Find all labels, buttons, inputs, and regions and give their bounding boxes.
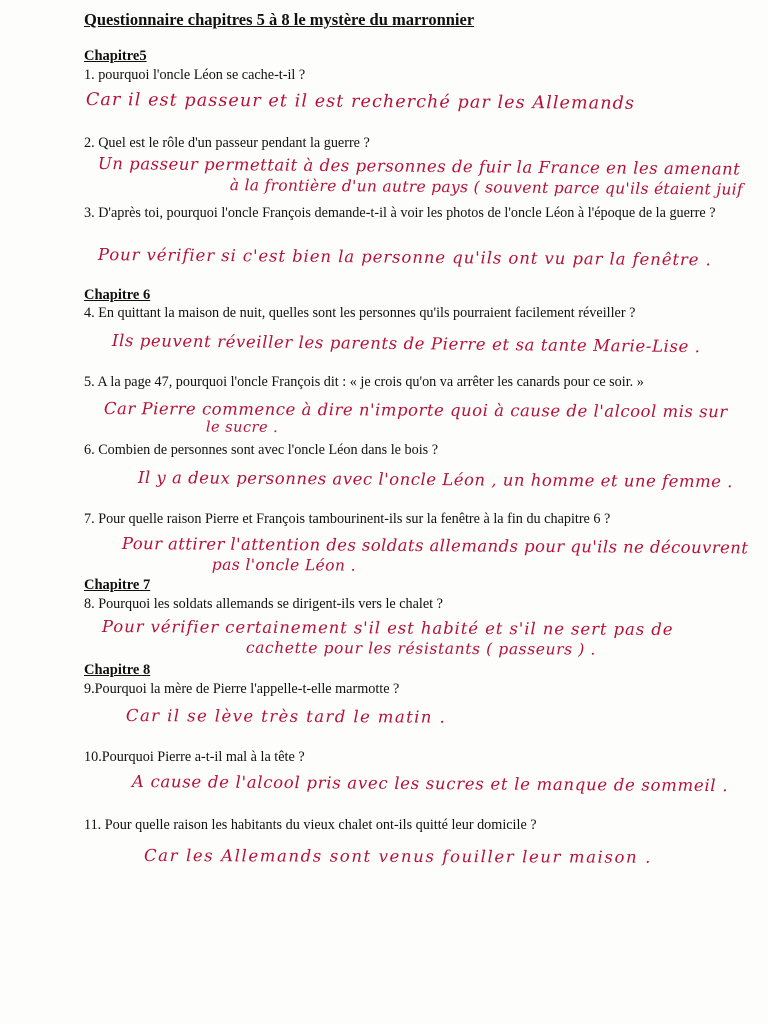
question-2: 2. Quel est le rôle d'un passeur pendant la guerre ? [84,135,370,151]
answer-6-line-1: Il y a deux personnes avec l'oncle Léon , un homme et une femme . [137,468,734,492]
answer-8 [102,617,674,660]
question-10: 10.Pourquoi Pierre a-t-il mal à la tête ? [84,749,305,765]
answer-9-line-1: Car il se lève très tard le matin . [125,706,447,727]
answer-5-line-2: le sucre . [205,419,279,436]
question-1: 1. pourquoi l'oncle Léon se cache-t-il ? [84,67,306,83]
answer-9 [126,706,446,728]
answer-4-line-1: Ils peuvent réveiller les parents de Pierre et sa tante Marie-Lise . [111,331,701,357]
answer-8-line-2: cachette pour les résistants ( passeurs ) . [245,638,596,659]
chapter-heading-5: Chapitre5 [84,48,147,64]
answer-1-line-1: Car il est passeur et il est recherché par les Allemands [85,90,636,114]
chapter-heading-6: Chapitre 6 [84,287,151,303]
answer-10 [132,772,728,796]
answer-4 [112,331,701,357]
answer-2-line-2: à la frontière d'un autre pays ( souvent parce qu'ils étaient juif [229,176,744,199]
page-title: Questionnaire chapitres 5 à 8 le mystère du marronnier [84,10,475,29]
question-4: 4. En quittant la maison de nuit, quelles sont les personnes qu'ils pourraient facilement réveiller ? [84,305,636,321]
question-11: 11. Pour quelle raison les habitants du vieux chalet ont-ils quitté leur domicile ? [84,817,537,833]
answer-11 [144,846,652,868]
answer-2 [98,154,744,200]
answer-1 [86,90,635,114]
question-8: 8. Pourquoi les soldats allemands se dirigent-ils vers le chalet ? [84,596,443,612]
answer-6 [138,468,733,492]
question-3: 3. D'après toi, pourquoi l'oncle François demande-t-il à voir les photos de l'oncle Léon à l'époque de la guerre ? [84,205,716,221]
chapter-heading-7: Chapitre 7 [84,577,151,593]
question-9: 9.Pourquoi la mère de Pierre l'appelle-t-elle marmotte ? [84,681,400,697]
chapter-heading-8: Chapitre 8 [84,662,151,678]
answer-5-line-1: Car Pierre commence à dire n'importe quoi à cause de l'alcool mis sur [103,399,728,422]
answer-7-line-2: pas l'oncle Léon . [211,555,357,575]
answer-10-line-1: A cause de l'alcool pris avec les sucres et le manque de sommeil . [131,772,729,796]
answer-7-line-1: Pour attirer l'attention des soldats allemands pour qu'ils ne découvrent [121,534,749,558]
answer-5 [104,399,728,439]
question-5: 5. A la page 47, pourquoi l'oncle François dit : « je crois qu'on va arrêter les canards pour ce soir. » [84,374,644,390]
answer-3-line-1: Pour vérifier si c'est bien la personne qu'ils ont vu par la fenêtre . [97,245,712,270]
answer-3 [98,245,712,270]
answer-7 [122,534,749,578]
answer-2-line-1: Un passeur permettait à des personnes de fuir la France en les amenant [97,154,741,179]
answer-8-line-1: Pour vérifier certainement s'il est habité et s'il ne sert pas de [101,617,674,639]
question-7: 7. Pour quelle raison Pierre et François tambourinent-ils sur la fenêtre à la fin du chapitre 6 ? [84,511,611,527]
answer-11-line-1: Car les Allemands sont venus fouiller leur maison . [143,846,652,867]
question-6: 6. Combien de personnes sont avec l'oncle Léon dans le bois ? [84,442,439,458]
